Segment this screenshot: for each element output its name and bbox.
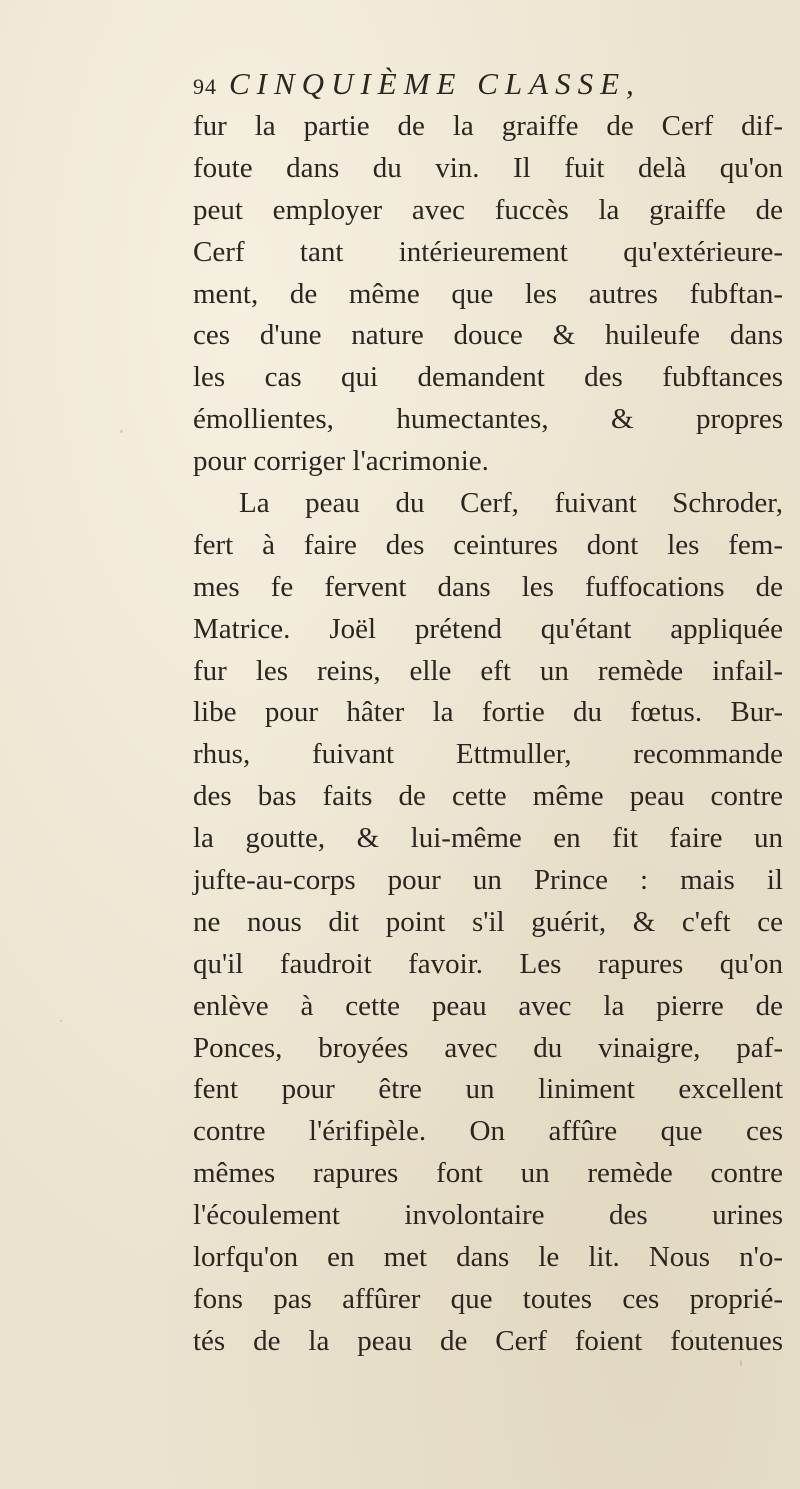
text-line: des bas faits de cette même peau contre	[193, 780, 783, 813]
text-line: ne nous dit point s'il guérit, & c'eft ce	[193, 905, 783, 938]
text-line: enlève à cette peau avec la pierre de	[193, 989, 783, 1022]
body-text	[193, 106, 783, 1363]
text-line: émollientes, humectantes, & propres	[193, 403, 783, 436]
page-number: 94	[193, 74, 217, 99]
text-line: lorfqu'on en met dans le lit. Nous n'o-	[193, 1241, 783, 1274]
text-line: les cas qui demandent des fubftances	[193, 361, 783, 394]
text-line: ment, de même que les autres fubftan-	[193, 277, 783, 310]
text-line: rhus, fuivant Ettmuller, recommande	[193, 738, 783, 771]
text-line: Ponces, broyées avec du vinaigre, paf-	[193, 1031, 783, 1064]
text-line: peut employer avec fuccès la graiffe de	[193, 193, 783, 226]
text-line: fur la partie de la graiffe de Cerf dif-	[193, 110, 783, 142]
text-line: Cerf tant intérieurement qu'extérieure-	[193, 235, 783, 268]
text-line: ces d'une nature douce & huileufe dans	[193, 319, 783, 352]
text-line: pour corriger l'acrimonie.	[193, 445, 489, 478]
text-line: fent pour être un liniment excellent	[193, 1073, 783, 1106]
text-line: mêmes rapures font un remède contre	[193, 1157, 783, 1190]
text-line: fur les reins, elle eft un remède infail-	[193, 654, 783, 687]
text-line: jufte-au-corps pour un Prince : mais il	[193, 864, 783, 897]
text-line: fert à faire des ceintures dont les fem-	[193, 528, 783, 561]
text-line: mes fe fervent dans les fuffocations de	[193, 570, 783, 603]
text-line: libe pour hâter la fortie du fœtus. Bur-	[193, 696, 783, 729]
paper-speck	[60, 1020, 62, 1022]
paper-speck	[120, 430, 123, 433]
paper-speck	[690, 1330, 692, 1332]
text-line: Matrice. Joël prétend qu'étant appliquée	[193, 612, 783, 645]
text-line: contre l'érifipèle. On affûre que ces	[193, 1115, 783, 1148]
text-line: foute dans du vin. Il fuit delà qu'on	[193, 151, 783, 184]
text-line: qu'il faudroit favoir. Les rapures qu'on	[193, 947, 783, 980]
running-title: CINQUIÈME CLASSE,	[229, 66, 641, 101]
text-line: fons pas affûrer que toutes ces proprié-	[193, 1282, 783, 1315]
text-line: La peau du Cerf, fuivant Schroder,	[239, 487, 783, 520]
running-header	[193, 62, 773, 106]
text-line: tés de la peau de Cerf foient foutenues	[193, 1324, 783, 1357]
text-line: la goutte, & lui-même en fit faire un	[193, 822, 783, 855]
text-line: l'écoulement involontaire des urines	[193, 1199, 783, 1232]
paper-speck	[740, 1360, 742, 1366]
